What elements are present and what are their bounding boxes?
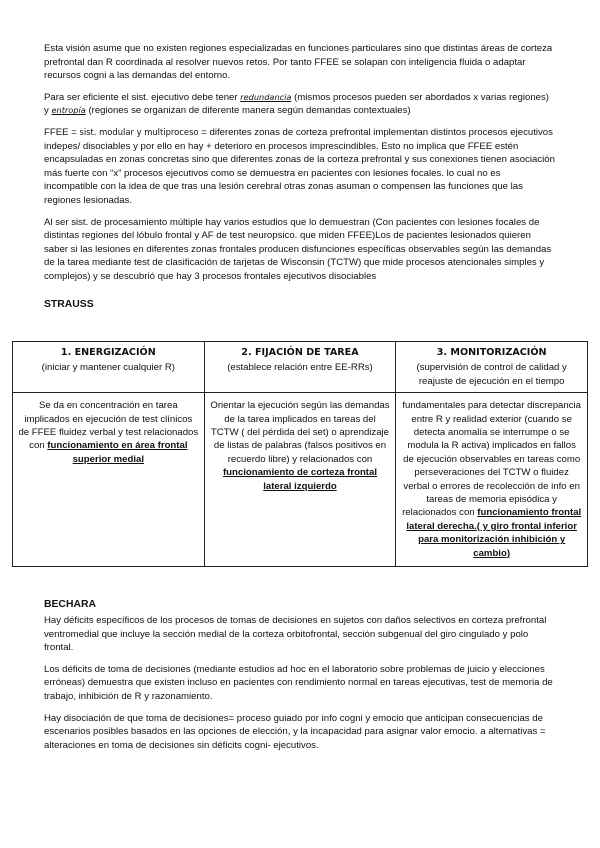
col-title: 1. ENERGIZACIÓN	[60, 347, 156, 358]
intro-paragraph-2	[44, 91, 556, 118]
p2-text-a: Para ser eficiente el sist. ejecutivo debe tener	[44, 91, 241, 103]
col-subtitle: (establece relación entre EE-RRs)	[227, 362, 373, 374]
intro-paragraph-1: Esta visión asume que no existen regiones especializadas en funciones particulares sino que distintas áreas de corteza prefrontal dan R coordinada al resolver nuevos retos. Por tanto FFEE se solapan con inteligencia fluida o adaptar recursos cogni a las demandas del entorno.	[44, 43, 553, 82]
cell-emphasis: funcionamiento frontal lateral derecha.( y giro frontal inferior para monitorización inhibición y cambio)	[406, 507, 582, 559]
term-redundancia: redundancia	[240, 91, 292, 102]
bechara-heading: BECHARA	[44, 599, 96, 610]
p2-text-b: (mismos procesos pueden ser abordados x varias regiones) y	[44, 91, 549, 117]
p2-text-c: (regiones se organizan de diferente manera según demandas contextuales)	[85, 105, 411, 117]
col-subtitle: (supervisión de control de calidad y reajuste de ejecución en el tiempo	[416, 362, 567, 387]
strauss-table	[12, 341, 588, 567]
p3-term: sist. modular y multiproceso	[79, 126, 199, 137]
table-header-row	[13, 342, 588, 393]
cell-text: fundamentales para detectar discrepancia entre R y realidad exterior (cuando se detecta anomalía se interrumpe o se modula la R activa) implicados en fallos de ejecución observables en tareas como perseveraciones del TCTW o fluidez verbal o errores de recolección de info en tareas de memoria episódica y relacionados con	[402, 400, 581, 519]
cell-emphasis: funcionamiento en área frontal superior medial	[47, 440, 188, 465]
bechara-section	[44, 598, 556, 760]
col-energizacion-header	[13, 342, 205, 393]
bechara-paragraph-2: Los déficits de toma de decisiones (mediante estudios ad hoc en el laboratorio sobre problemas de juicio y elecciones erróneas) demuestra que existen incluso en pacientes con rendimiento normal en tareas ejecutivas, test de memoria de trabajo, inhibición de R y razonamiento.	[44, 663, 553, 702]
col-monitorizacion-body	[396, 393, 588, 567]
col-title: 2. FIJACIÓN DE TAREA	[241, 347, 359, 358]
bechara-paragraph-1: Hay déficits específicos de los procesos de tomas de decisiones en sujetos con daños selectivos en corteza prefrontal ventromedial que incluye la sección medial de la corteza orbitofrontal, sección subgenual del giro cingulado y polo frontal.	[44, 615, 547, 654]
col-fijacion-body	[204, 393, 396, 567]
cell-text: Se da en concentración en tarea implicados en ejecución de test clínicos de FFEE fluidez verbal y test relacionados con	[18, 400, 199, 452]
intro-paragraph-4: Al ser sist. de procesamiento múltiple hay varios estudios que lo demuestran (Con pacientes con lesiones focales de distintas regiones del lóbulo frontal y AF de test neuropsico. que miden FFEE)Los de pacientes lesionados quieren saber si las lesiones en diferentes zonas frontales producen disfunciones específicas observables según las demandas de la tarea mediante test de clasificación de tarjetas de Wisconsin (TCTW) que mide procesos atencionales simples y complejos) y se descubrió que hay 3 procesos frontales ejecutivos disociables	[44, 216, 552, 282]
cell-text: Orientar la ejecución según las demandas de la tarea implicados en tareas del TCTW ( del pérdida del set) o aprendizaje de listas de palabras (falsos positivos en recuerdo libre) y relacionados con	[210, 400, 390, 465]
table-body-row	[13, 393, 588, 567]
term-entropia: entropía	[51, 105, 86, 116]
intro-paragraph-3	[44, 126, 556, 208]
col-fijacion-header	[204, 342, 396, 393]
bechara-paragraph-3: Hay disociación de que toma de decisiones= proceso guiado por info cogni y emocio que anticipan consecuencias de escenarios posibles basados en las opciones de elección, y la incapacidad para asignar valor emocio. a alternativas = alteraciones en toma de decisiones sin déficits cogni- ejecutivos.	[44, 712, 546, 751]
col-subtitle: (iniciar y mantener cualquier R)	[41, 362, 175, 374]
col-energizacion-body	[13, 393, 205, 567]
p3-text-a: FFEE =	[44, 126, 80, 138]
col-monitorizacion-header	[396, 342, 588, 393]
strauss-heading: STRAUSS	[44, 298, 94, 310]
intro-section	[44, 42, 556, 314]
col-title: 3. MONITORIZACIÓN	[436, 347, 547, 358]
p3-text-c: = diferentes zonas de corteza prefrontal implementan distintos procesos ejecutivos indepes/ disociables y por ello en hay + deterioro en procesos imprescindibles. Esto no implica que FFEE estén encapsuladas en zonas concretas sino que diferentes zonas de la corteza prefrontal y sus conexiones tienen asociación más fuerte con “x” procesos ejecutivos como se demuestra en pacientes con lesiones focales. lo cual no es incompatible con la idea de que tras una lesión cerebral otras zonas asuman o compensen las funciones que las regiones lesionadas.	[44, 126, 555, 206]
cell-emphasis: funcionamiento de corteza frontal lateral izquierdo	[222, 467, 378, 492]
